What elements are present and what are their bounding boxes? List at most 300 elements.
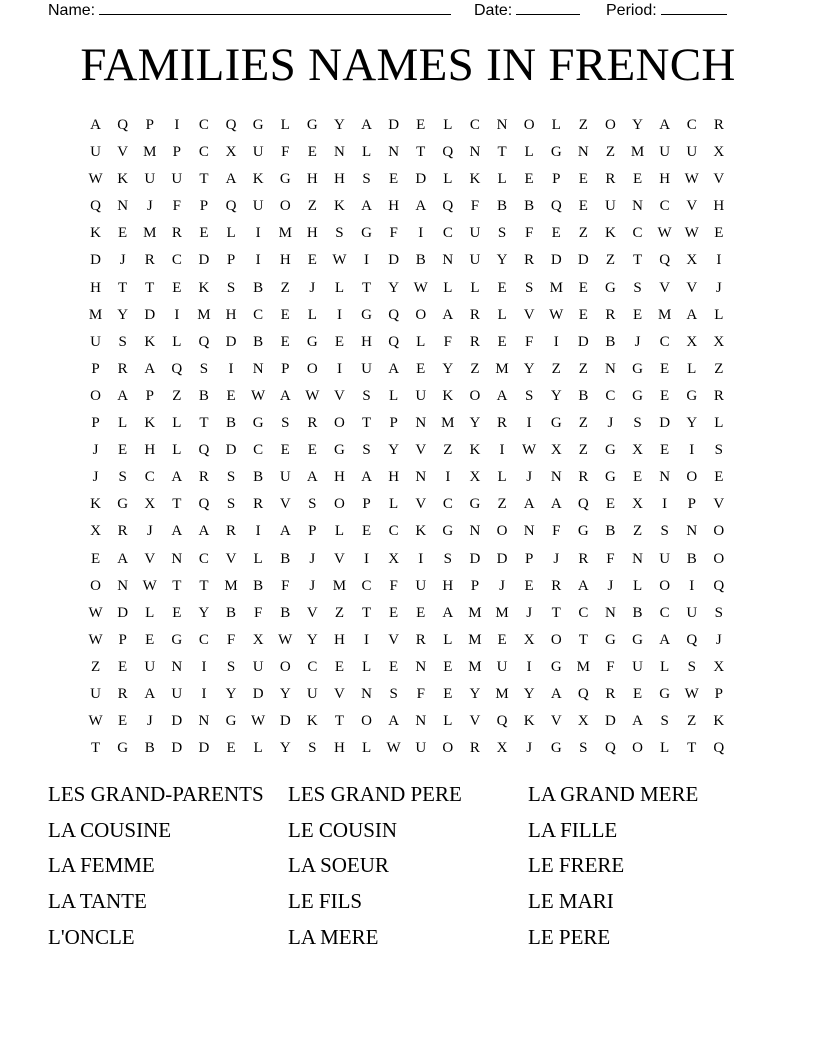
- grid-letter[interactable]: S: [362, 442, 371, 459]
- grid-letter[interactable]: R: [551, 577, 562, 594]
- grid-letter[interactable]: U: [144, 171, 156, 188]
- grid-letter[interactable]: N: [117, 577, 129, 594]
- grid-letter[interactable]: S: [362, 387, 371, 404]
- grid-letter[interactable]: Q: [713, 740, 725, 757]
- grid-letter[interactable]: W: [88, 631, 103, 648]
- grid-letter[interactable]: K: [605, 225, 616, 242]
- grid-letter[interactable]: J: [499, 577, 505, 594]
- grid-letter[interactable]: K: [90, 225, 101, 242]
- grid-letter[interactable]: A: [361, 117, 372, 133]
- grid-letter[interactable]: U: [252, 144, 264, 161]
- grid-letter[interactable]: S: [389, 685, 398, 702]
- grid-letter[interactable]: G: [605, 469, 616, 486]
- grid-letter[interactable]: G: [225, 713, 237, 730]
- grid-letter[interactable]: C: [171, 252, 182, 269]
- name-blank-line[interactable]: [99, 0, 451, 15]
- grid-letter[interactable]: T: [361, 604, 372, 621]
- grid-letter[interactable]: M: [278, 225, 292, 242]
- grid-letter[interactable]: I: [364, 550, 370, 567]
- grid-letter[interactable]: L: [470, 279, 480, 296]
- grid-letter[interactable]: N: [632, 198, 643, 215]
- grid-letter[interactable]: L: [389, 496, 399, 513]
- grid-letter[interactable]: L: [551, 117, 561, 133]
- grid-letter[interactable]: M: [197, 306, 211, 323]
- grid-letter[interactable]: F: [416, 685, 425, 702]
- grid-letter[interactable]: Z: [578, 360, 588, 377]
- grid-letter[interactable]: G: [361, 225, 372, 242]
- grid-letter[interactable]: L: [253, 550, 263, 567]
- grid-letter[interactable]: Q: [388, 333, 400, 350]
- grid-letter[interactable]: N: [252, 360, 264, 377]
- grid-letter[interactable]: Z: [578, 117, 588, 133]
- grid-letter[interactable]: H: [442, 577, 454, 594]
- grid-letter[interactable]: N: [415, 415, 427, 432]
- grid-letter[interactable]: O: [90, 577, 101, 594]
- grid-letter[interactable]: T: [551, 604, 561, 621]
- grid-letter[interactable]: S: [308, 496, 317, 513]
- grid-letter[interactable]: S: [199, 360, 209, 377]
- grid-letter[interactable]: P: [552, 171, 561, 188]
- period-blank-line[interactable]: [661, 0, 727, 15]
- grid-letter[interactable]: H: [334, 740, 345, 757]
- grid-letter[interactable]: R: [578, 469, 589, 486]
- grid-letter[interactable]: U: [686, 604, 698, 621]
- grid-letter[interactable]: V: [523, 306, 535, 323]
- grid-letter[interactable]: L: [361, 658, 372, 675]
- grid-letter[interactable]: L: [307, 306, 317, 323]
- grid-letter[interactable]: E: [497, 333, 507, 350]
- grid-letter[interactable]: T: [172, 496, 182, 513]
- grid-letter[interactable]: A: [632, 713, 643, 730]
- grid-letter[interactable]: E: [334, 333, 345, 350]
- grid-letter[interactable]: G: [252, 415, 264, 432]
- grid-letter[interactable]: F: [281, 577, 290, 594]
- grid-letter[interactable]: L: [632, 577, 643, 594]
- grid-letter[interactable]: L: [714, 306, 724, 323]
- grid-letter[interactable]: O: [713, 523, 725, 540]
- grid-letter[interactable]: Z: [551, 360, 561, 377]
- grid-letter[interactable]: K: [144, 333, 156, 350]
- grid-letter[interactable]: G: [550, 144, 562, 161]
- grid-letter[interactable]: E: [226, 740, 236, 757]
- grid-letter[interactable]: M: [495, 685, 509, 702]
- grid-letter[interactable]: H: [334, 469, 345, 486]
- grid-letter[interactable]: M: [143, 225, 157, 242]
- grid-letter[interactable]: H: [334, 631, 345, 648]
- grid-letter[interactable]: L: [660, 740, 670, 757]
- grid-letter[interactable]: U: [252, 658, 264, 675]
- grid-letter[interactable]: V: [334, 550, 345, 567]
- grid-letter[interactable]: V: [713, 496, 725, 513]
- grid-letter[interactable]: O: [90, 387, 101, 404]
- grid-letter[interactable]: Q: [225, 198, 237, 215]
- grid-letter[interactable]: Z: [443, 442, 453, 459]
- grid-letter[interactable]: B: [578, 387, 589, 404]
- grid-letter[interactable]: R: [524, 252, 535, 269]
- grid-letter[interactable]: Y: [225, 685, 237, 702]
- grid-letter[interactable]: R: [171, 225, 182, 242]
- grid-letter[interactable]: T: [199, 171, 209, 188]
- grid-letter[interactable]: L: [443, 171, 453, 188]
- grid-letter[interactable]: L: [226, 225, 236, 242]
- grid-letter[interactable]: N: [117, 198, 129, 215]
- grid-letter[interactable]: Q: [198, 442, 210, 459]
- grid-letter[interactable]: Q: [171, 360, 183, 377]
- grid-letter[interactable]: L: [524, 144, 534, 161]
- grid-letter[interactable]: Q: [577, 685, 589, 702]
- grid-letter[interactable]: I: [418, 225, 424, 242]
- grid-letter[interactable]: T: [416, 144, 426, 161]
- grid-letter[interactable]: C: [442, 225, 453, 242]
- grid-letter[interactable]: G: [605, 279, 616, 296]
- grid-letter[interactable]: S: [281, 415, 290, 432]
- grid-letter[interactable]: S: [118, 333, 127, 350]
- grid-letter[interactable]: D: [605, 713, 616, 730]
- grid-letter[interactable]: M: [88, 306, 103, 323]
- grid-letter[interactable]: E: [660, 387, 670, 404]
- grid-letter[interactable]: H: [90, 279, 101, 296]
- grid-letter[interactable]: P: [687, 496, 696, 513]
- grid-letter[interactable]: A: [171, 469, 183, 486]
- grid-letter[interactable]: M: [630, 144, 645, 161]
- grid-letter[interactable]: O: [415, 306, 427, 323]
- grid-letter[interactable]: E: [497, 631, 507, 648]
- grid-letter[interactable]: Z: [578, 415, 588, 432]
- grid-letter[interactable]: O: [659, 577, 671, 594]
- grid-letter[interactable]: E: [226, 387, 236, 404]
- grid-letter[interactable]: D: [388, 117, 400, 133]
- grid-letter[interactable]: K: [469, 171, 481, 188]
- grid-letter[interactable]: H: [279, 252, 291, 269]
- grid-letter[interactable]: E: [280, 333, 290, 350]
- grid-letter[interactable]: S: [497, 225, 507, 242]
- grid-letter[interactable]: G: [550, 415, 562, 432]
- grid-letter[interactable]: U: [415, 740, 427, 757]
- grid-letter[interactable]: E: [199, 225, 209, 242]
- grid-letter[interactable]: G: [117, 740, 129, 757]
- grid-letter[interactable]: I: [526, 658, 532, 675]
- grid-letter[interactable]: T: [199, 415, 209, 432]
- grid-letter[interactable]: J: [526, 469, 533, 486]
- grid-letter[interactable]: R: [415, 631, 426, 648]
- grid-letter[interactable]: Y: [523, 685, 535, 702]
- grid-letter[interactable]: S: [660, 523, 669, 540]
- grid-letter[interactable]: A: [523, 496, 535, 513]
- grid-letter[interactable]: K: [713, 713, 725, 730]
- grid-letter[interactable]: Q: [496, 713, 508, 730]
- grid-letter[interactable]: M: [576, 658, 591, 675]
- grid-letter[interactable]: I: [364, 631, 370, 648]
- grid-letter[interactable]: Q: [550, 198, 562, 215]
- grid-letter[interactable]: X: [523, 631, 535, 648]
- grid-letter[interactable]: X: [225, 144, 237, 161]
- grid-letter[interactable]: L: [497, 469, 507, 486]
- grid-letter[interactable]: K: [198, 279, 210, 296]
- grid-letter[interactable]: L: [361, 144, 372, 161]
- grid-letter[interactable]: S: [714, 604, 724, 621]
- grid-letter[interactable]: Y: [334, 117, 345, 133]
- grid-letter[interactable]: M: [468, 631, 482, 648]
- grid-letter[interactable]: L: [172, 415, 182, 432]
- grid-letter[interactable]: D: [550, 252, 562, 269]
- grid-letter[interactable]: J: [526, 604, 533, 621]
- grid-letter[interactable]: C: [144, 469, 155, 486]
- grid-letter[interactable]: S: [443, 550, 453, 567]
- grid-letter[interactable]: B: [226, 415, 237, 432]
- grid-letter[interactable]: S: [714, 442, 724, 459]
- grid-letter[interactable]: N: [198, 713, 210, 730]
- grid-letter[interactable]: D: [577, 333, 589, 350]
- grid-letter[interactable]: C: [253, 442, 264, 459]
- grid-letter[interactable]: Y: [388, 442, 400, 459]
- grid-letter[interactable]: K: [415, 523, 427, 540]
- grid-letter[interactable]: I: [662, 496, 668, 513]
- grid-letter[interactable]: C: [442, 496, 453, 513]
- grid-letter[interactable]: W: [684, 685, 699, 702]
- grid-letter[interactable]: A: [577, 577, 589, 594]
- grid-letter[interactable]: N: [171, 658, 183, 675]
- grid-letter[interactable]: O: [306, 360, 318, 377]
- grid-letter[interactable]: A: [388, 713, 400, 730]
- grid-letter[interactable]: H: [306, 225, 318, 242]
- grid-letter[interactable]: R: [713, 117, 724, 133]
- grid-letter[interactable]: V: [117, 144, 129, 161]
- grid-letter[interactable]: A: [550, 685, 562, 702]
- grid-letter[interactable]: E: [714, 225, 724, 242]
- grid-letter[interactable]: E: [714, 469, 724, 486]
- grid-letter[interactable]: V: [415, 442, 427, 459]
- grid-letter[interactable]: W: [305, 387, 320, 404]
- grid-letter[interactable]: E: [389, 658, 399, 675]
- grid-letter[interactable]: A: [442, 306, 454, 323]
- grid-letter[interactable]: W: [657, 225, 672, 242]
- grid-letter[interactable]: X: [686, 252, 698, 269]
- grid-letter[interactable]: J: [715, 279, 722, 296]
- grid-letter[interactable]: I: [499, 442, 505, 459]
- grid-letter[interactable]: E: [497, 279, 507, 296]
- grid-letter[interactable]: M: [468, 604, 482, 621]
- grid-letter[interactable]: K: [442, 387, 454, 404]
- grid-letter[interactable]: B: [605, 523, 616, 540]
- grid-letter[interactable]: S: [226, 469, 236, 486]
- grid-letter[interactable]: A: [361, 198, 372, 215]
- grid-letter[interactable]: G: [605, 631, 616, 648]
- grid-letter[interactable]: K: [117, 171, 129, 188]
- grid-letter[interactable]: L: [443, 713, 453, 730]
- grid-letter[interactable]: G: [686, 387, 698, 404]
- grid-letter[interactable]: E: [660, 360, 670, 377]
- grid-letter[interactable]: H: [713, 198, 725, 215]
- grid-letter[interactable]: E: [578, 306, 588, 323]
- grid-letter[interactable]: G: [469, 496, 481, 513]
- grid-letter[interactable]: C: [659, 198, 670, 215]
- grid-letter[interactable]: B: [280, 604, 291, 621]
- grid-letter[interactable]: H: [144, 442, 156, 459]
- grid-letter[interactable]: V: [686, 279, 698, 296]
- grid-letter[interactable]: L: [361, 740, 372, 757]
- grid-letter[interactable]: L: [497, 171, 507, 188]
- grid-letter[interactable]: D: [171, 740, 183, 757]
- grid-letter[interactable]: J: [634, 333, 641, 350]
- grid-letter[interactable]: A: [144, 360, 156, 377]
- grid-letter[interactable]: L: [497, 306, 507, 323]
- grid-letter[interactable]: U: [469, 225, 481, 242]
- grid-letter[interactable]: L: [280, 117, 290, 133]
- grid-letter[interactable]: T: [632, 252, 643, 269]
- grid-letter[interactable]: Z: [307, 198, 317, 215]
- grid-letter[interactable]: S: [118, 469, 127, 486]
- grid-letter[interactable]: U: [306, 685, 318, 702]
- grid-letter[interactable]: J: [309, 577, 316, 594]
- grid-letter[interactable]: Y: [496, 252, 508, 269]
- grid-letter[interactable]: I: [174, 117, 180, 133]
- grid-letter[interactable]: F: [524, 225, 534, 242]
- grid-letter[interactable]: U: [171, 171, 183, 188]
- grid-letter[interactable]: I: [364, 252, 370, 269]
- grid-letter[interactable]: W: [522, 442, 537, 459]
- grid-letter[interactable]: A: [686, 306, 698, 323]
- grid-letter[interactable]: A: [415, 198, 427, 215]
- grid-letter[interactable]: X: [713, 333, 725, 350]
- grid-letter[interactable]: S: [633, 415, 642, 432]
- grid-letter[interactable]: G: [279, 171, 291, 188]
- grid-letter[interactable]: I: [418, 550, 424, 567]
- grid-letter[interactable]: H: [306, 171, 318, 188]
- grid-letter[interactable]: U: [361, 360, 372, 377]
- grid-letter[interactable]: N: [442, 252, 454, 269]
- grid-letter[interactable]: U: [144, 658, 156, 675]
- grid-letter[interactable]: M: [143, 144, 157, 161]
- grid-letter[interactable]: I: [526, 415, 532, 432]
- grid-letter[interactable]: S: [579, 740, 588, 757]
- grid-letter[interactable]: J: [92, 469, 99, 486]
- grid-letter[interactable]: Q: [198, 333, 210, 350]
- grid-letter[interactable]: D: [469, 550, 481, 567]
- grid-letter[interactable]: M: [441, 415, 455, 432]
- grid-letter[interactable]: G: [306, 117, 318, 133]
- grid-letter[interactable]: D: [225, 442, 237, 459]
- grid-letter[interactable]: E: [118, 442, 128, 459]
- grid-letter[interactable]: A: [361, 469, 372, 486]
- grid-letter[interactable]: E: [280, 306, 290, 323]
- grid-letter[interactable]: R: [605, 306, 616, 323]
- grid-letter[interactable]: E: [416, 360, 426, 377]
- grid-letter[interactable]: V: [686, 198, 698, 215]
- grid-letter[interactable]: C: [659, 604, 670, 621]
- grid-letter[interactable]: N: [550, 469, 562, 486]
- grid-letter[interactable]: H: [388, 469, 400, 486]
- grid-letter[interactable]: E: [307, 442, 317, 459]
- grid-letter[interactable]: G: [577, 523, 589, 540]
- grid-letter[interactable]: L: [334, 523, 345, 540]
- grid-letter[interactable]: J: [607, 577, 614, 594]
- grid-letter[interactable]: W: [88, 713, 103, 730]
- grid-letter[interactable]: L: [145, 604, 155, 621]
- grid-letter[interactable]: B: [415, 252, 426, 269]
- grid-letter[interactable]: U: [90, 333, 101, 350]
- grid-letter[interactable]: R: [605, 685, 616, 702]
- grid-letter[interactable]: I: [255, 523, 261, 540]
- grid-letter[interactable]: A: [550, 496, 562, 513]
- grid-letter[interactable]: A: [659, 117, 671, 133]
- grid-letter[interactable]: Z: [578, 442, 588, 459]
- grid-letter[interactable]: S: [687, 658, 696, 675]
- grid-letter[interactable]: Y: [442, 360, 454, 377]
- grid-letter[interactable]: G: [605, 442, 616, 459]
- grid-letter[interactable]: N: [496, 117, 508, 133]
- grid-letter[interactable]: C: [198, 550, 209, 567]
- grid-letter[interactable]: N: [334, 144, 345, 161]
- grid-letter[interactable]: B: [632, 604, 643, 621]
- grid-letter[interactable]: X: [90, 523, 101, 540]
- grid-letter[interactable]: D: [388, 252, 400, 269]
- grid-letter[interactable]: A: [171, 523, 183, 540]
- grid-letter[interactable]: K: [144, 415, 156, 432]
- grid-letter[interactable]: V: [713, 171, 725, 188]
- grid-letter[interactable]: H: [334, 171, 345, 188]
- grid-letter[interactable]: C: [198, 144, 209, 161]
- period-field[interactable]: [606, 0, 727, 20]
- grid-letter[interactable]: Q: [225, 117, 237, 133]
- grid-letter[interactable]: C: [578, 604, 589, 621]
- name-field[interactable]: [48, 0, 451, 20]
- grid-letter[interactable]: X: [388, 550, 400, 567]
- grid-letter[interactable]: C: [686, 117, 697, 133]
- grid-letter[interactable]: X: [469, 469, 481, 486]
- grid-letter[interactable]: Q: [198, 496, 210, 513]
- grid-letter[interactable]: H: [388, 198, 400, 215]
- grid-letter[interactable]: C: [307, 658, 318, 675]
- grid-letter[interactable]: X: [496, 740, 508, 757]
- grid-letter[interactable]: Z: [90, 658, 101, 675]
- grid-letter[interactable]: D: [279, 713, 291, 730]
- grid-letter[interactable]: J: [146, 523, 153, 540]
- grid-letter[interactable]: G: [117, 496, 129, 513]
- grid-letter[interactable]: S: [308, 740, 317, 757]
- grid-letter[interactable]: D: [171, 713, 183, 730]
- grid-letter[interactable]: C: [198, 631, 209, 648]
- grid-letter[interactable]: G: [442, 523, 454, 540]
- grid-letter[interactable]: V: [659, 279, 671, 296]
- grid-letter[interactable]: M: [657, 306, 672, 323]
- grid-letter[interactable]: W: [332, 252, 347, 269]
- grid-letter[interactable]: S: [335, 225, 344, 242]
- grid-letter[interactable]: Y: [550, 387, 562, 404]
- grid-letter[interactable]: I: [553, 333, 559, 350]
- grid-letter[interactable]: Z: [687, 713, 697, 730]
- grid-letter[interactable]: I: [228, 360, 234, 377]
- grid-letter[interactable]: X: [144, 496, 156, 513]
- grid-letter[interactable]: V: [306, 604, 318, 621]
- grid-letter[interactable]: T: [172, 577, 182, 594]
- grid-letter[interactable]: E: [632, 469, 643, 486]
- grid-letter[interactable]: Q: [605, 740, 616, 757]
- grid-letter[interactable]: A: [388, 360, 400, 377]
- grid-letter[interactable]: R: [713, 387, 724, 404]
- grid-letter[interactable]: E: [389, 171, 399, 188]
- grid-letter[interactable]: M: [468, 658, 482, 675]
- grid-letter[interactable]: C: [361, 577, 372, 594]
- grid-letter[interactable]: T: [90, 740, 101, 757]
- grid-letter[interactable]: I: [201, 658, 207, 675]
- grid-letter[interactable]: L: [687, 360, 697, 377]
- grid-letter[interactable]: E: [416, 604, 426, 621]
- grid-letter[interactable]: F: [226, 631, 236, 648]
- grid-letter[interactable]: Z: [632, 523, 643, 540]
- grid-letter[interactable]: O: [605, 117, 616, 133]
- grid-letter[interactable]: G: [550, 658, 562, 675]
- grid-letter[interactable]: Y: [279, 740, 291, 757]
